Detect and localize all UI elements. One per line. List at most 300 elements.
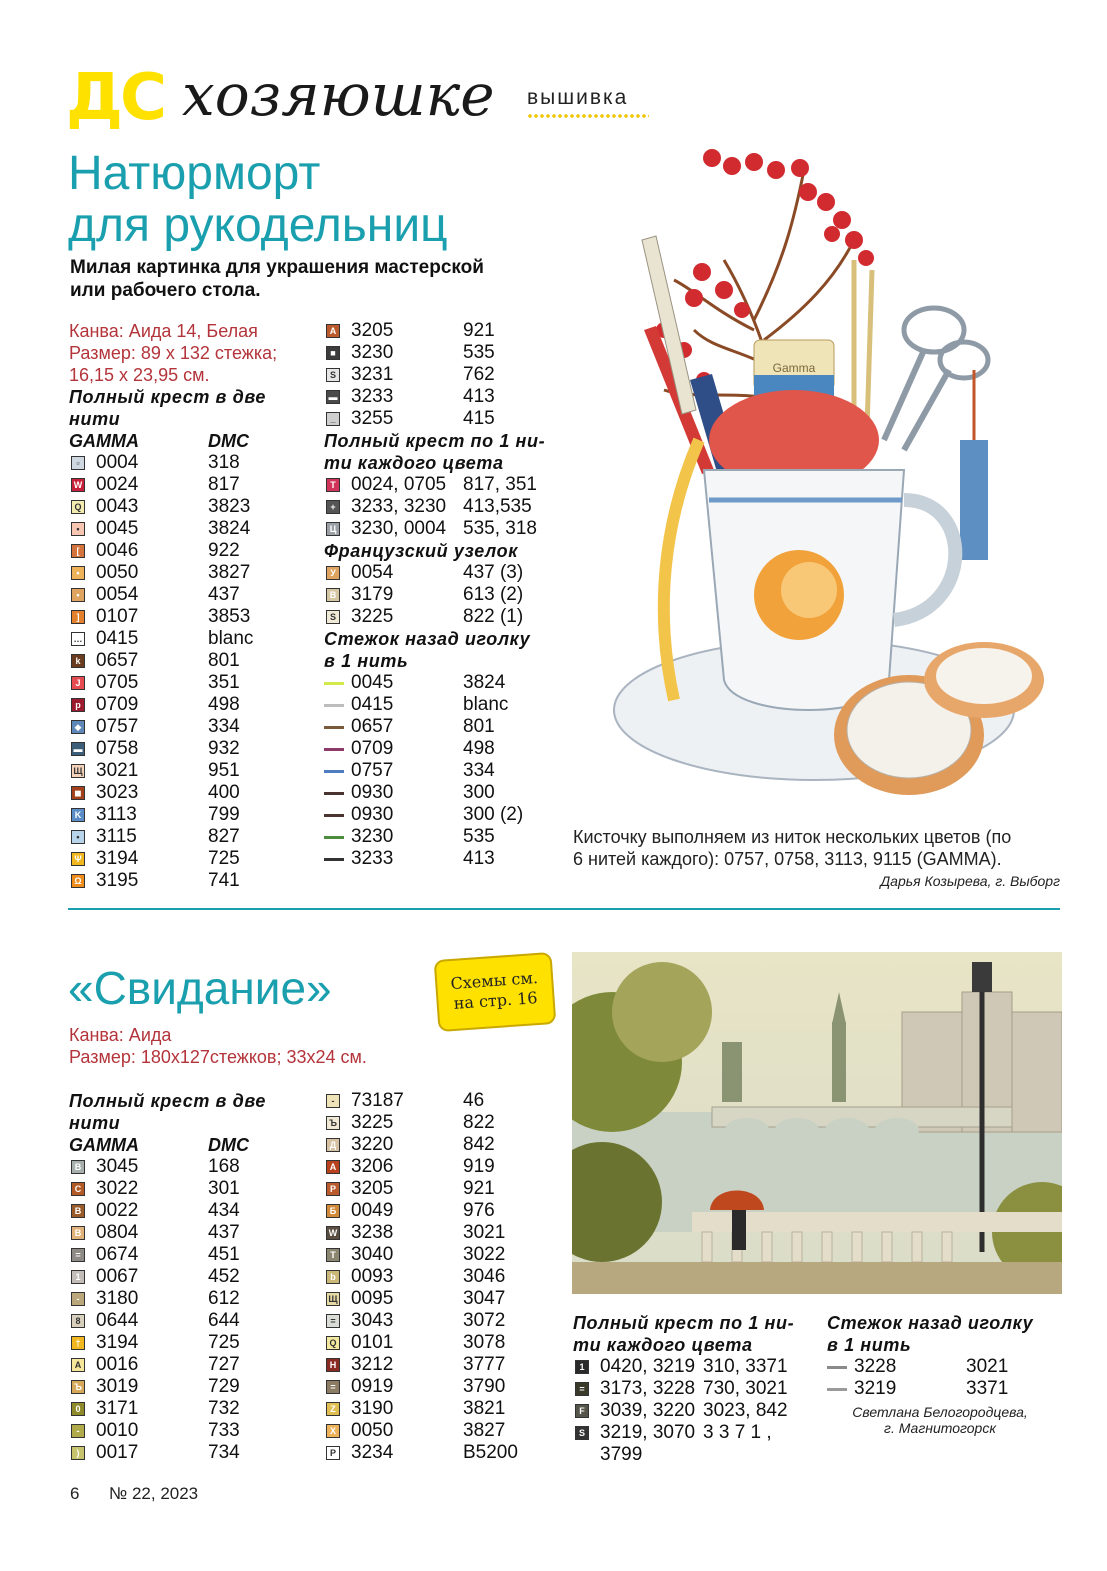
gamma-code: 0022 xyxy=(96,1200,139,1221)
couple xyxy=(732,1210,746,1250)
size-info-cm: 16,15 x 23,95 см. xyxy=(69,365,210,385)
gamma-code: 3171 xyxy=(96,1398,139,1419)
dmc-code: 644 xyxy=(208,1310,240,1331)
thread-symbol-icon: ) xyxy=(71,1446,85,1460)
dmc-code: 976 xyxy=(463,1200,495,1221)
thread-row xyxy=(324,716,574,738)
gamma-code: 3180 xyxy=(96,1288,139,1309)
backstitch-line-icon xyxy=(324,770,344,773)
dmc-code: 734 xyxy=(208,1442,240,1463)
dmc-code: 413,535 xyxy=(463,496,532,517)
gamma-code: 3190 xyxy=(351,1398,394,1419)
gamma-code: 0050 xyxy=(351,1420,394,1441)
backstitch-line-icon xyxy=(324,748,344,751)
dmc-code: 437 xyxy=(208,584,240,605)
gamma-code: 0045 xyxy=(96,518,139,539)
thread-row xyxy=(324,342,574,364)
tassel-note: Кисточку выполняем из ниток нескольких цветов (по 6 нитей каждого): 0757, 0758, 3113, 9115 (GAMMA). xyxy=(573,827,1012,869)
dmc-code: 727 xyxy=(208,1354,240,1375)
gamma-code: 3045 xyxy=(96,1156,139,1177)
thread-symbol-icon: ▬ xyxy=(71,742,85,756)
backstitch-line-icon xyxy=(324,814,344,817)
thread-symbol-icon: Щ xyxy=(326,1292,340,1306)
size-info: Размер: 180x127стежков; 33x24 см. xyxy=(69,1047,367,1067)
article1-title: Натюрморт для рукодельниц xyxy=(68,147,448,252)
dmc-code: blanc xyxy=(463,694,509,715)
dmc-code: 334 xyxy=(208,716,240,737)
gamma-code: 0054 xyxy=(96,584,139,605)
thread-row xyxy=(324,1178,574,1200)
dmc-code: 730, 3021 xyxy=(703,1378,788,1399)
thread-symbol-icon: Б xyxy=(326,1204,340,1218)
thread-symbol-icon: b xyxy=(326,1270,340,1284)
thread-row xyxy=(324,1288,574,1310)
thread-symbol-icon: Ψ xyxy=(71,852,85,866)
dmc-code: 817 xyxy=(208,474,240,495)
thread-symbol-icon: W xyxy=(71,478,85,492)
gamma-code: 0024 xyxy=(96,474,139,495)
dmc-code: 921 xyxy=(463,1178,495,1199)
thread-row xyxy=(69,1420,319,1442)
thread-symbol-icon: • xyxy=(71,566,85,580)
thread-symbol-icon: 0 xyxy=(71,1402,85,1416)
thread-list xyxy=(573,1356,813,1444)
backstitch-line-icon xyxy=(827,1388,847,1391)
dmc-code: 612 xyxy=(208,1288,240,1309)
article2-left-column xyxy=(69,1090,319,1464)
thread-row xyxy=(69,452,319,474)
thread-row xyxy=(324,364,574,386)
thread-row xyxy=(69,1398,319,1420)
dmc-code: 452 xyxy=(208,1266,240,1287)
thread-row xyxy=(69,1244,319,1266)
thread-symbol-icon: ▫ xyxy=(71,456,85,470)
thread-symbol-icon: = xyxy=(575,1382,589,1396)
dmc-code: 3046 xyxy=(463,1266,506,1287)
dmc-code: 310, 3371 xyxy=(703,1356,788,1377)
thread-symbol-icon: T xyxy=(326,478,340,492)
thread-row xyxy=(69,584,319,606)
gamma-code: 3234 xyxy=(351,1442,394,1463)
thread-row xyxy=(324,496,574,518)
thread-symbol-icon: 1 xyxy=(575,1360,589,1374)
gamma-code: 0757 xyxy=(96,716,139,737)
article1-left-column xyxy=(69,320,319,892)
thread-row xyxy=(69,1222,319,1244)
thread-symbol-icon: • xyxy=(71,588,85,602)
thread-row xyxy=(324,408,574,430)
thread-symbol-icon: Q xyxy=(71,500,85,514)
gamma-code: 3255 xyxy=(351,408,394,429)
dmc-code: 413 xyxy=(463,386,495,407)
thread-row xyxy=(69,1442,319,1464)
thread-symbol-icon: B xyxy=(71,1160,85,1174)
backstitch-line-icon xyxy=(324,682,344,685)
dmc-code: 168 xyxy=(208,1156,240,1177)
gamma-code: 3179 xyxy=(351,584,394,605)
gamma-code: 0415 xyxy=(351,694,394,715)
canvas-info: Канва: Аида xyxy=(69,1025,172,1045)
gamma-code: 0420, 3219 xyxy=(600,1356,696,1377)
thread-symbol-icon: k xyxy=(71,654,85,668)
thread-list xyxy=(69,1156,319,1464)
thread-row xyxy=(324,760,574,782)
article1-middle-column xyxy=(324,320,574,870)
dmc-code: 801 xyxy=(208,650,240,671)
gamma-code: 0101 xyxy=(351,1332,394,1353)
gamma-code: 0415 xyxy=(96,628,139,649)
gamma-code: 0674 xyxy=(96,1244,139,1265)
thread-symbol-icon: = xyxy=(326,1380,340,1394)
dmc-code: 351 xyxy=(208,672,240,693)
thread-row xyxy=(573,1356,813,1378)
gamma-code: 3219 xyxy=(854,1378,897,1399)
thread-row xyxy=(69,1288,319,1310)
dmc-code: 334 xyxy=(463,760,495,781)
magazine-logo-brand: ДС xyxy=(66,61,164,135)
gamma-code: 3194 xyxy=(96,848,139,869)
dmc-code: 3072 xyxy=(463,1310,506,1331)
thread-symbol-icon: ] xyxy=(71,610,85,624)
thread-row xyxy=(324,804,574,826)
thread-row xyxy=(573,1400,813,1422)
backstitch-line-icon xyxy=(827,1366,847,1369)
thread-symbol-icon: Щ xyxy=(71,764,85,778)
canvas-info: Канва: Аида 14, Белая xyxy=(69,321,258,341)
gamma-code: 0004 xyxy=(96,452,139,473)
dmc-code: 3023, 842 xyxy=(703,1400,788,1421)
dmc-code: 827 xyxy=(208,826,240,847)
thread-row xyxy=(69,1376,319,1398)
dmc-code: 762 xyxy=(463,364,495,385)
thread-row xyxy=(69,518,319,540)
dmc-code: 801 xyxy=(463,716,495,737)
thread-symbol-icon: = xyxy=(326,1314,340,1328)
gamma-code: 0657 xyxy=(351,716,394,737)
promenade xyxy=(572,1262,1062,1294)
dmc-code: 413 xyxy=(463,848,495,869)
gamma-code: 0919 xyxy=(351,1376,394,1397)
thread-row xyxy=(573,1378,813,1400)
thread-symbol-icon: ■ xyxy=(326,346,340,360)
dmc-code: 300 xyxy=(463,782,495,803)
thread-row xyxy=(324,562,574,584)
column-headers: GAMMA DMC xyxy=(69,431,249,451)
thread-row xyxy=(324,1134,574,1156)
thread-symbol-icon: Z xyxy=(326,1402,340,1416)
thread-row xyxy=(69,716,319,738)
thread-symbol-icon: H xyxy=(326,1358,340,1372)
dmc-code: 3022 xyxy=(463,1244,506,1265)
gamma-code: 3021 xyxy=(96,760,139,781)
dmc-code: 3821 xyxy=(463,1398,506,1419)
thread-symbol-icon: C xyxy=(71,1182,85,1196)
thread-row xyxy=(324,584,574,606)
article2-backstitch xyxy=(827,1312,1067,1400)
thread-symbol-icon: B xyxy=(71,1204,85,1218)
gamma-code: 3230, 0004 xyxy=(351,518,447,539)
thread-symbol-icon: ◆ xyxy=(71,720,85,734)
thread-symbol-icon: - xyxy=(326,1094,340,1108)
thread-row xyxy=(69,606,319,628)
dmc-code: 3827 xyxy=(463,1420,506,1441)
gamma-code: 3205 xyxy=(351,320,394,341)
thread-row xyxy=(69,760,319,782)
thread-symbol-icon: 8 xyxy=(71,1314,85,1328)
dmc-code: 3078 xyxy=(463,1332,506,1353)
dmc-code: 3777 xyxy=(463,1354,506,1375)
gamma-code: 0107 xyxy=(96,606,139,627)
thread-symbol-icon: W xyxy=(326,1226,340,1240)
thread-symbol-icon: T xyxy=(326,1248,340,1262)
thread-row xyxy=(324,1442,574,1464)
dmc-code: 922 xyxy=(208,540,240,561)
dmc-code: 400 xyxy=(208,782,240,803)
thread-list xyxy=(324,1090,574,1464)
thread-row xyxy=(324,386,574,408)
gamma-code: 0093 xyxy=(351,1266,394,1287)
section-heading: Французский узелок xyxy=(324,541,518,561)
gamma-code: 0045 xyxy=(351,672,394,693)
dmc-code: 725 xyxy=(208,848,240,869)
still-life-illustration xyxy=(604,140,1064,810)
thread-row xyxy=(69,1310,319,1332)
magazine-logo-word: хозяюшке xyxy=(182,61,495,129)
gamma-code: 3238 xyxy=(351,1222,394,1243)
gamma-code: 0930 xyxy=(351,804,394,825)
thread-row xyxy=(69,562,319,584)
dmc-code: 498 xyxy=(463,738,495,759)
thread-row xyxy=(324,1156,574,1178)
svg-text:Gamma: Gamma xyxy=(772,361,816,375)
thread-symbol-icon: B xyxy=(71,1226,85,1240)
thread-symbol-icon: ▬ xyxy=(326,390,340,404)
gamma-code: 3233 xyxy=(351,848,394,869)
thread-symbol-icon: 1 xyxy=(71,1270,85,1284)
section-divider xyxy=(68,908,1060,910)
thread-row xyxy=(69,650,319,672)
gamma-code: 0017 xyxy=(96,1442,139,1463)
thread-symbol-icon: P xyxy=(326,1182,340,1196)
thread-row xyxy=(324,1420,574,1442)
thread-row xyxy=(324,606,574,628)
thread-row xyxy=(69,848,319,870)
riverside-scene-illustration xyxy=(572,952,1062,1294)
dmc-code: 799 xyxy=(208,804,240,825)
thread-symbol-icon: ◼ xyxy=(71,786,85,800)
thread-symbol-icon: S xyxy=(326,368,340,382)
dmc-code: 817, 351 xyxy=(463,474,537,495)
thread-symbol-icon: P xyxy=(326,1446,340,1460)
pattern-reference-badge: Схемы см. на стр. 16 xyxy=(434,952,557,1032)
thread-row xyxy=(69,1178,319,1200)
gamma-code: 3040 xyxy=(351,1244,394,1265)
gamma-code: 3039, 3220 xyxy=(600,1400,696,1421)
thread-list xyxy=(827,1356,1067,1400)
gamma-code: 3113 xyxy=(96,804,137,825)
thread-row xyxy=(324,848,574,870)
section-heading: Полный крест в две нити xyxy=(69,1091,266,1133)
thread-symbol-icon: + xyxy=(326,500,340,514)
section-heading: Стежок назад иголку в 1 нить xyxy=(827,1313,1034,1355)
thread-symbol-icon: Ъ xyxy=(71,1380,85,1394)
gamma-code: 3022 xyxy=(96,1178,139,1199)
thread-row xyxy=(324,1376,574,1398)
thread-list xyxy=(324,562,574,628)
thread-row xyxy=(324,320,574,342)
thread-symbol-icon: … xyxy=(71,632,85,646)
dmc-code: 3021 xyxy=(463,1222,506,1243)
dmc-code: 741 xyxy=(208,870,240,891)
dmc-code: 729 xyxy=(208,1376,240,1397)
issue-number: № 22, 2023 xyxy=(109,1484,199,1503)
thread-row-continued: 3799 xyxy=(600,1444,643,1465)
thread-symbol-icon: - xyxy=(71,1292,85,1306)
gamma-code: 0049 xyxy=(351,1200,394,1221)
dmc-code: 921 xyxy=(463,320,495,341)
dmc-code: 3371 xyxy=(966,1378,1009,1399)
article2-title: «Свидание» xyxy=(68,962,332,1014)
thread-symbol-icon: • xyxy=(71,522,85,536)
gamma-code: 0705 xyxy=(96,672,139,693)
dmc-code: 3 3 7 1 , xyxy=(703,1422,772,1443)
dmc-code: 613 (2) xyxy=(463,584,524,605)
gamma-code: 0050 xyxy=(96,562,139,583)
thread-symbol-icon: Q xyxy=(326,1336,340,1350)
gamma-code: 3194 xyxy=(96,1332,139,1353)
column-headers: GAMMA DMC xyxy=(69,1135,249,1155)
thread-row xyxy=(69,1266,319,1288)
dmc-code: 3823 xyxy=(208,496,251,517)
dmc-code: 822 (1) xyxy=(463,606,524,627)
thread-row xyxy=(69,1332,319,1354)
thread-symbol-icon: = xyxy=(71,1248,85,1262)
gamma-code: 3219, 3070 xyxy=(600,1422,696,1443)
dmc-code: 535 xyxy=(463,826,495,847)
dmc-code: 725 xyxy=(208,1332,240,1353)
thread-symbol-icon: X xyxy=(326,1424,340,1438)
dmc-code: 300 (2) xyxy=(463,804,524,825)
article1-lead: Милая картинка для украшения мастерской или рабочего стола. xyxy=(70,257,484,301)
dmc-code: 415 xyxy=(463,408,495,429)
gamma-code: 0095 xyxy=(351,1288,394,1309)
gamma-code: 0804 xyxy=(96,1222,139,1243)
thread-row xyxy=(324,672,574,694)
gamma-code: 3230 xyxy=(351,826,394,847)
thread-row xyxy=(324,694,574,716)
thread-row xyxy=(573,1422,813,1444)
thread-row xyxy=(69,540,319,562)
dmc-code: blanc xyxy=(208,628,254,649)
section-heading: Стежок назад иголку в 1 нить xyxy=(324,629,531,671)
backstitch-line-icon xyxy=(324,704,344,707)
gamma-code: 3173, 3228 xyxy=(600,1378,696,1399)
thread-row xyxy=(827,1356,1067,1378)
thread-symbol-icon: • xyxy=(71,830,85,844)
thread-row xyxy=(324,1090,574,1112)
gamma-code: 3231 xyxy=(351,364,394,385)
thread-symbol-icon: p xyxy=(71,698,85,712)
thread-symbol-icon: - xyxy=(71,1424,85,1438)
dmc-code: 535, 318 xyxy=(463,518,537,539)
dmc-code: 951 xyxy=(208,760,240,781)
gamma-code: 3195 xyxy=(96,870,139,891)
thread-row xyxy=(324,518,574,540)
thread-row xyxy=(69,1156,319,1178)
thread-symbol-icon: K xyxy=(71,808,85,822)
dmc-code: 301 xyxy=(208,1178,240,1199)
gamma-code: 3115 xyxy=(96,826,137,847)
gamma-code: 3233 xyxy=(351,386,394,407)
thread-row xyxy=(324,782,574,804)
thread-row xyxy=(69,1200,319,1222)
dmc-code: 3790 xyxy=(463,1376,506,1397)
thread-symbol-icon: Д xyxy=(326,1138,340,1152)
dmc-code: 3824 xyxy=(208,518,251,539)
thread-row xyxy=(324,1200,574,1222)
gamma-code: 3230 xyxy=(351,342,394,363)
thread-symbol-icon: S xyxy=(326,610,340,624)
thread-symbol-icon: F xyxy=(575,1404,589,1418)
backstitch-line-icon xyxy=(324,858,344,861)
gamma-code: 3019 xyxy=(96,1376,139,1397)
thread-list xyxy=(69,452,319,892)
gamma-code: 3225 xyxy=(351,1112,394,1133)
thread-row xyxy=(69,694,319,716)
thread-row xyxy=(324,1244,574,1266)
dmc-code: 3824 xyxy=(463,672,506,693)
thread-row xyxy=(69,782,319,804)
dmc-code: 437 xyxy=(208,1222,240,1243)
gamma-code: 0010 xyxy=(96,1420,139,1441)
thread-symbol-icon: A xyxy=(326,324,340,338)
size-info: Размер: 89 x 132 стежка; xyxy=(69,343,278,363)
gamma-code: 3023 xyxy=(96,782,139,803)
thread-row xyxy=(827,1378,1067,1400)
gamma-code: 3205 xyxy=(351,1178,394,1199)
thread-symbol-icon: У xyxy=(326,566,340,580)
page-number: 6 xyxy=(70,1484,80,1503)
gamma-code: 0016 xyxy=(96,1354,139,1375)
thread-symbol-icon: A xyxy=(326,1160,340,1174)
section-heading: Полный крест в две нити xyxy=(69,387,266,429)
backstitch-line-icon xyxy=(324,836,344,839)
gamma-code: 0054 xyxy=(351,562,394,583)
thread-row xyxy=(69,804,319,826)
thread-row xyxy=(69,628,319,650)
thread-row xyxy=(324,1310,574,1332)
dmc-code: 437 (3) xyxy=(463,562,524,583)
dmc-code: 498 xyxy=(208,694,240,715)
gamma-code: 0758 xyxy=(96,738,139,759)
thread-symbol-icon: A xyxy=(71,1358,85,1372)
dmc-code: 3021 xyxy=(966,1356,1009,1377)
tassel xyxy=(960,440,988,560)
gamma-code: 3212 xyxy=(351,1354,394,1375)
dmc-code: 535 xyxy=(463,342,495,363)
thread-symbol-icon: Ω xyxy=(71,874,85,888)
author-credit: Светлана Белогородцева, г. Магнитогорск xyxy=(852,1404,1028,1436)
gamma-code: 0644 xyxy=(96,1310,139,1331)
thread-row xyxy=(324,826,574,848)
thread-symbol-icon: J xyxy=(71,676,85,690)
thread-symbol-icon: Ц xyxy=(326,522,340,536)
thread-row xyxy=(324,1112,574,1134)
thread-list xyxy=(324,474,574,540)
thread-list xyxy=(324,672,574,870)
gamma-code: 0709 xyxy=(351,738,394,759)
dmc-code: 733 xyxy=(208,1420,240,1441)
